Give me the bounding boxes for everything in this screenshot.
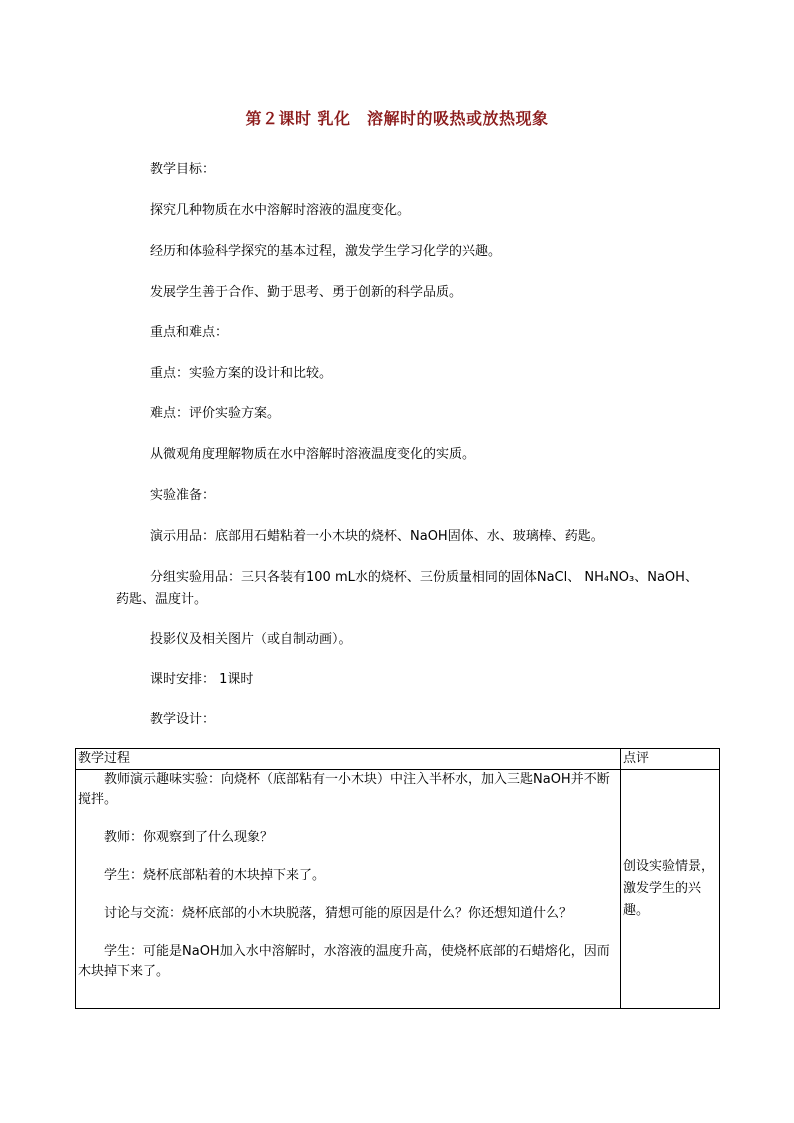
table-header-row [76,749,720,770]
table-row [76,770,720,1009]
group-items-line2: 药匙、温度计。 [116,592,208,607]
keypoint-micro: 从微观角度理解物质在水中溶解时溶液温度变化的实质。 [150,447,476,462]
keypoint-difficulty: 难点：评价实验方案。 [150,406,281,421]
projector-items: 投影仪及相关图片（或自制动画）。 [150,632,352,647]
section-design-heading: 教学设计： [150,712,216,727]
process-line-student-observation: 学生：烧杯底部粘着的木块掉下来了。 [104,868,326,883]
section-prep-heading: 实验准备： [150,488,216,503]
group-items-line1: 分组实验用品：三只各装有100 mL水的烧杯、三份质量相同的固体NaCl、 NH₄NO₃、NaOH、 [150,570,698,585]
process-line-demo: 教师演示趣味实验：向烧杯（底部粘有一小木块）中注入半杯水，加入三匙NaOH并不断搅拌。 [78,772,610,807]
process-line-teacher-question: 教师：你观察到了什么现象？ [104,830,274,845]
objective-1: 探究几种物质在水中溶解时溶液的温度变化。 [150,203,411,218]
demo-items: 演示用品：底部用石蜡粘着一小木块的烧杯、NaOH固体、水、玻璃棒、药匙。 [150,529,604,544]
process-cell [76,770,621,1009]
page-title: 第２课时 乳化 溶解时的吸热或放热现象 [245,109,549,128]
schedule: 课时安排： 1课时 [150,672,254,687]
objective-2: 经历和体验科学探究的基本过程，激发学生学习化学的兴趣。 [150,244,502,259]
section-keypoints-heading: 重点和难点： [150,325,229,340]
header-process: 教学过程 [76,749,621,770]
section-objectives-heading: 教学目标： [150,162,216,177]
process-line-student-hypothesis: 学生：可能是NaOH加入水中溶解时，水溶液的温度升高，使烧杯底部的石蜡熔化，因而木块掉下来了。 [78,944,610,979]
objective-3: 发展学生善于合作、勤于思考、勇于创新的科学品质。 [150,285,463,300]
keypoint-focus: 重点：实验方案的设计和比较。 [150,366,333,381]
process-line-discussion: 讨论与交流：烧杯底部的小木块脱落，猜想可能的原因是什么？你还想知道什么？ [104,906,573,921]
lesson-table [75,748,720,1009]
comment-cell: 创设实验情景，激发学生的兴趣。 [621,770,720,1009]
header-comment: 点评 [621,749,720,770]
